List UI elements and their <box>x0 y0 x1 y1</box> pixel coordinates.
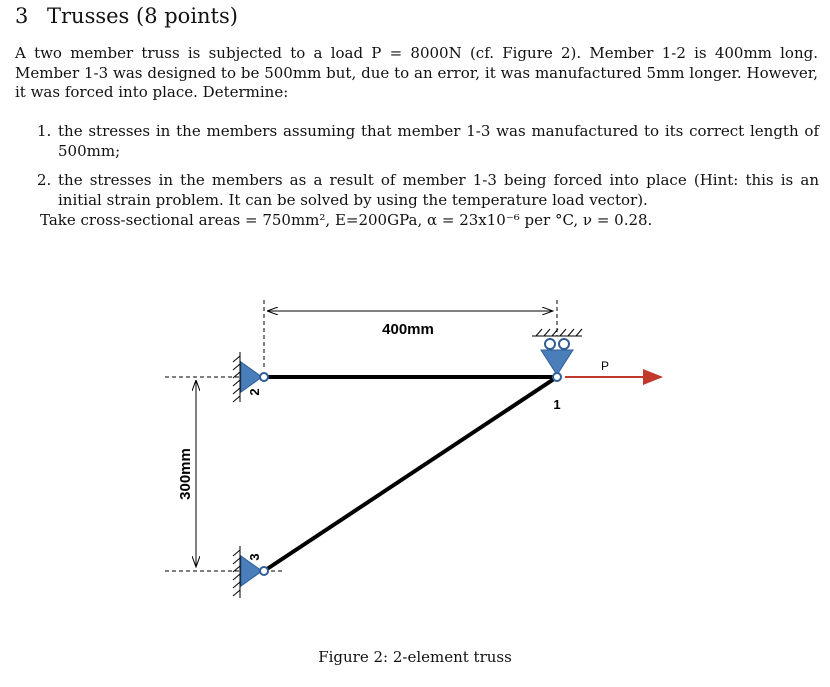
figure-caption: Figure 2: 2-element truss <box>318 648 512 666</box>
node-label-2: 2 <box>247 388 262 396</box>
vertical-dimension-label: 300mm <box>177 448 194 500</box>
member-1-3 <box>264 377 557 571</box>
load-label: P <box>600 359 610 373</box>
extension-lines <box>165 300 557 571</box>
list-item-number: 1. <box>37 122 52 140</box>
node-label-1: 1 <box>553 397 561 412</box>
horizontal-dimension-label: 400mm <box>382 321 434 338</box>
list-item-text: the stresses in the members assuming that member 1-3 was manufactured to its correct length of 500mm; <box>58 122 819 160</box>
list-item-number: 2. <box>37 171 52 189</box>
problem-intro: A two member truss is subjected to a load P = 8000N (cf. Figure 2). Member 1-2 is 400mm long. Member 1-3 was designed to be 500mm but, due to an error, it was manufactured 5mm longer. However, it was forced into place. Determine: <box>15 44 818 101</box>
node-3 <box>260 567 268 575</box>
roller-support-node-1 <box>532 329 582 375</box>
given-properties: Take cross-sectional areas = 750mm², E=200GPa, α = 23x10⁻⁶ per °C, ν = 0.28. <box>40 211 653 229</box>
node-2 <box>260 373 268 381</box>
node-1 <box>553 373 561 381</box>
node-label-3: 3 <box>247 553 262 561</box>
list-item-text: the stresses in the members as a result of member 1-3 being forced into place (Hint: this is an initial strain problem. It can be solved by using the temperature load vector). <box>58 171 819 209</box>
section-title: Trusses (8 points) <box>47 4 238 28</box>
section-number: 3 <box>15 4 29 28</box>
